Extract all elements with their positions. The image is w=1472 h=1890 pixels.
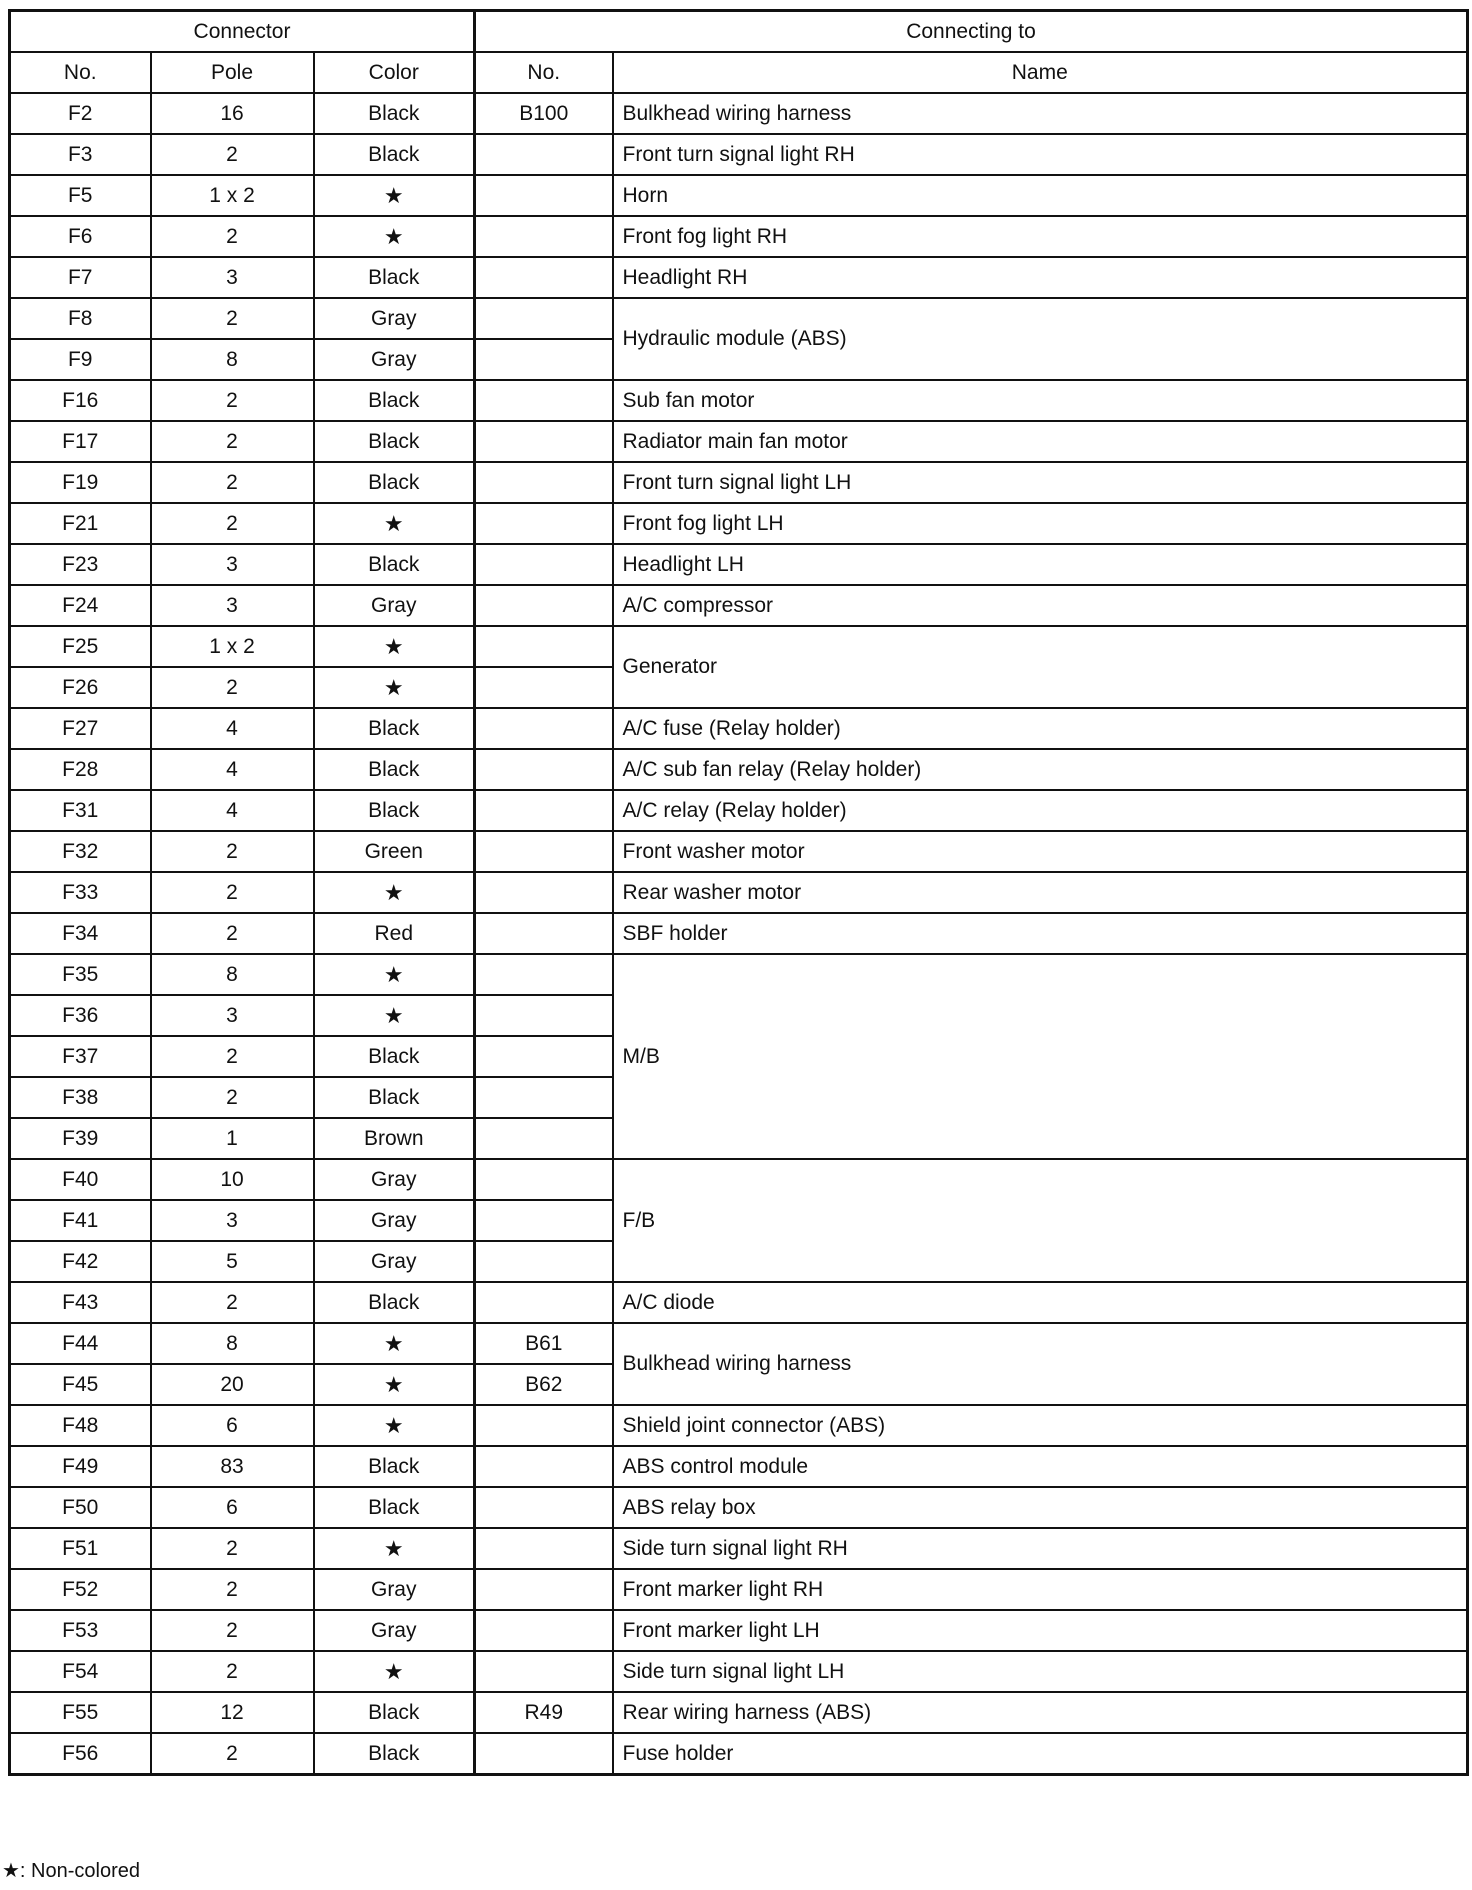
- pole-cell: 6: [151, 1405, 314, 1446]
- connecting-no-cell: [475, 257, 613, 298]
- table-row: [10, 503, 1468, 544]
- footnote: ★: Non-colored: [2, 1860, 140, 1882]
- connecting-no-cell: [475, 1733, 613, 1775]
- connecting-name-cell: A/C compressor: [613, 585, 1468, 626]
- color-cell: Black: [314, 1282, 475, 1323]
- connecting-no-cell: [475, 298, 613, 339]
- connecting-name-cell: Horn: [613, 175, 1468, 216]
- table-row: [10, 257, 1468, 298]
- pole-cell: 6: [151, 1487, 314, 1528]
- table-row: [10, 134, 1468, 175]
- pole-cell: 8: [151, 339, 314, 380]
- color-cell: Black: [314, 93, 475, 134]
- connector-no-cell: F49: [10, 1446, 151, 1487]
- connector-no-cell: F39: [10, 1118, 151, 1159]
- connector-no-cell: F44: [10, 1323, 151, 1364]
- connecting-no-cell: [475, 462, 613, 503]
- col-header-color: Color: [314, 52, 475, 93]
- connecting-name-cell: Front turn signal light RH: [613, 134, 1468, 175]
- pole-cell: 2: [151, 913, 314, 954]
- color-cell: Gray: [314, 339, 475, 380]
- color-cell: Black: [314, 544, 475, 585]
- connecting-no-cell: [475, 954, 613, 995]
- connecting-name-cell: ABS control module: [613, 1446, 1468, 1487]
- color-cell: Black: [314, 462, 475, 503]
- table-row: [10, 1692, 1468, 1733]
- table-row: [10, 1528, 1468, 1569]
- connecting-no-cell: [475, 995, 613, 1036]
- pole-cell: 8: [151, 954, 314, 995]
- pole-cell: 2: [151, 503, 314, 544]
- connecting-no-cell: [475, 1282, 613, 1323]
- pole-cell: 3: [151, 585, 314, 626]
- connecting-no-cell: [475, 831, 613, 872]
- connector-no-cell: F42: [10, 1241, 151, 1282]
- pole-cell: 5: [151, 1241, 314, 1282]
- connecting-name-cell: Headlight RH: [613, 257, 1468, 298]
- pole-cell: 3: [151, 544, 314, 585]
- connector-no-cell: F17: [10, 421, 151, 462]
- color-cell: ★: [314, 216, 475, 257]
- connecting-no-cell: [475, 175, 613, 216]
- color-cell: Green: [314, 831, 475, 872]
- connector-no-cell: F7: [10, 257, 151, 298]
- pole-cell: 2: [151, 462, 314, 503]
- color-cell: Red: [314, 913, 475, 954]
- connecting-no-cell: B61: [475, 1323, 613, 1364]
- connector-no-cell: F40: [10, 1159, 151, 1200]
- color-cell: ★: [314, 1364, 475, 1405]
- color-cell: ★: [314, 1323, 475, 1364]
- connecting-name-cell: Bulkhead wiring harness: [613, 1323, 1468, 1405]
- connector-no-cell: F35: [10, 954, 151, 995]
- color-cell: Black: [314, 790, 475, 831]
- pole-cell: 2: [151, 1733, 314, 1775]
- header-group-row: [10, 11, 1468, 53]
- table-row: [10, 1651, 1468, 1692]
- connecting-name-cell: Front fog light LH: [613, 503, 1468, 544]
- pole-cell: 2: [151, 1528, 314, 1569]
- pole-cell: 2: [151, 216, 314, 257]
- connecting-no-cell: [475, 1077, 613, 1118]
- connector-no-cell: F41: [10, 1200, 151, 1241]
- connecting-name-cell: Bulkhead wiring harness: [613, 93, 1468, 134]
- connecting-name-cell: Generator: [613, 626, 1468, 708]
- connecting-no-cell: [475, 544, 613, 585]
- connector-no-cell: F8: [10, 298, 151, 339]
- pole-cell: 2: [151, 380, 314, 421]
- table-row: [10, 1446, 1468, 1487]
- connector-no-cell: F24: [10, 585, 151, 626]
- color-cell: ★: [314, 1405, 475, 1446]
- table-row: [10, 831, 1468, 872]
- pole-cell: 2: [151, 421, 314, 462]
- connector-no-cell: F48: [10, 1405, 151, 1446]
- connecting-no-cell: [475, 585, 613, 626]
- table-row: [10, 421, 1468, 462]
- table-row: [10, 913, 1468, 954]
- pole-cell: 2: [151, 831, 314, 872]
- connector-group-header: Connector: [10, 11, 475, 53]
- color-cell: Black: [314, 708, 475, 749]
- pole-cell: 1 x 2: [151, 175, 314, 216]
- table-row: [10, 1610, 1468, 1651]
- connector-no-cell: F50: [10, 1487, 151, 1528]
- table-row: [10, 749, 1468, 790]
- connecting-no-cell: [475, 1487, 613, 1528]
- connecting-no-cell: [475, 1241, 613, 1282]
- connecting-name-cell: Front fog light RH: [613, 216, 1468, 257]
- connecting-no-cell: [475, 1405, 613, 1446]
- color-cell: ★: [314, 1651, 475, 1692]
- color-cell: Gray: [314, 298, 475, 339]
- color-cell: Brown: [314, 1118, 475, 1159]
- connecting-no-cell: [475, 1118, 613, 1159]
- pole-cell: 2: [151, 298, 314, 339]
- connector-no-cell: F54: [10, 1651, 151, 1692]
- table-row: [10, 1282, 1468, 1323]
- connecting-name-cell: A/C diode: [613, 1282, 1468, 1323]
- connector-no-cell: F26: [10, 667, 151, 708]
- connecting-no-cell: [475, 872, 613, 913]
- table-row: [10, 175, 1468, 216]
- connector-no-cell: F43: [10, 1282, 151, 1323]
- connector-no-cell: F55: [10, 1692, 151, 1733]
- col-header-to-no: No.: [475, 52, 613, 93]
- connecting-no-cell: R49: [475, 1692, 613, 1733]
- table-row: [10, 462, 1468, 503]
- color-cell: Gray: [314, 1610, 475, 1651]
- table-row: [10, 708, 1468, 749]
- pole-cell: 2: [151, 1077, 314, 1118]
- connector-no-cell: F25: [10, 626, 151, 667]
- connecting-no-cell: [475, 1159, 613, 1200]
- color-cell: ★: [314, 995, 475, 1036]
- pole-cell: 8: [151, 1323, 314, 1364]
- color-cell: ★: [314, 175, 475, 216]
- connecting-name-cell: ABS relay box: [613, 1487, 1468, 1528]
- connecting-name-cell: M/B: [613, 954, 1468, 1159]
- color-cell: Black: [314, 1077, 475, 1118]
- connecting-no-cell: [475, 1569, 613, 1610]
- connecting-no-cell: [475, 1651, 613, 1692]
- table-row: [10, 872, 1468, 913]
- table-header: [10, 11, 1468, 94]
- connecting-name-cell: Side turn signal light RH: [613, 1528, 1468, 1569]
- connecting-name-cell: Sub fan motor: [613, 380, 1468, 421]
- pole-cell: 16: [151, 93, 314, 134]
- table-row: [10, 1159, 1468, 1200]
- connecting-no-cell: [475, 1036, 613, 1077]
- pole-cell: 3: [151, 1200, 314, 1241]
- connector-no-cell: F34: [10, 913, 151, 954]
- connector-no-cell: F36: [10, 995, 151, 1036]
- table-row: [10, 790, 1468, 831]
- table-row: [10, 1487, 1468, 1528]
- table-row: [10, 626, 1468, 667]
- connecting-name-cell: Front washer motor: [613, 831, 1468, 872]
- connecting-no-cell: [475, 216, 613, 257]
- pole-cell: 2: [151, 872, 314, 913]
- pole-cell: 1 x 2: [151, 626, 314, 667]
- connecting-no-cell: [475, 1528, 613, 1569]
- pole-cell: 4: [151, 749, 314, 790]
- pole-cell: 2: [151, 667, 314, 708]
- pole-cell: 2: [151, 1036, 314, 1077]
- color-cell: Gray: [314, 585, 475, 626]
- connector-no-cell: F9: [10, 339, 151, 380]
- connector-no-cell: F56: [10, 1733, 151, 1775]
- connector-table-sheet: [8, 9, 1469, 1776]
- color-cell: Gray: [314, 1241, 475, 1282]
- connecting-name-cell: A/C sub fan relay (Relay holder): [613, 749, 1468, 790]
- pole-cell: 2: [151, 1610, 314, 1651]
- pole-cell: 83: [151, 1446, 314, 1487]
- table-row: [10, 1569, 1468, 1610]
- table-row: [10, 298, 1468, 339]
- color-cell: Black: [314, 257, 475, 298]
- table-row: [10, 93, 1468, 134]
- connecting-name-cell: Radiator main fan motor: [613, 421, 1468, 462]
- connector-no-cell: F51: [10, 1528, 151, 1569]
- col-header-pole: Pole: [151, 52, 314, 93]
- connecting-no-cell: [475, 1446, 613, 1487]
- pole-cell: 4: [151, 708, 314, 749]
- table-row: [10, 216, 1468, 257]
- connecting-no-cell: B62: [475, 1364, 613, 1405]
- color-cell: Black: [314, 1036, 475, 1077]
- connector-no-cell: F6: [10, 216, 151, 257]
- connecting-name-cell: F/B: [613, 1159, 1468, 1282]
- col-header-no: No.: [10, 52, 151, 93]
- connecting-name-cell: Rear washer motor: [613, 872, 1468, 913]
- color-cell: ★: [314, 954, 475, 995]
- table-row: [10, 954, 1468, 995]
- connecting-no-cell: [475, 749, 613, 790]
- connector-no-cell: F31: [10, 790, 151, 831]
- color-cell: Black: [314, 1692, 475, 1733]
- connecting-to-group-header: Connecting to: [475, 11, 1468, 53]
- pole-cell: 2: [151, 1569, 314, 1610]
- connecting-name-cell: Front marker light LH: [613, 1610, 1468, 1651]
- color-cell: Black: [314, 134, 475, 175]
- pole-cell: 3: [151, 257, 314, 298]
- connecting-name-cell: A/C fuse (Relay holder): [613, 708, 1468, 749]
- connecting-no-cell: [475, 667, 613, 708]
- connecting-name-cell: SBF holder: [613, 913, 1468, 954]
- table-row: [10, 1405, 1468, 1446]
- table-body: [10, 93, 1468, 1775]
- connecting-name-cell: Side turn signal light LH: [613, 1651, 1468, 1692]
- connector-no-cell: F37: [10, 1036, 151, 1077]
- color-cell: ★: [314, 1528, 475, 1569]
- connecting-no-cell: [475, 1610, 613, 1651]
- connector-no-cell: F21: [10, 503, 151, 544]
- table-row: [10, 544, 1468, 585]
- color-cell: ★: [314, 626, 475, 667]
- pole-cell: 10: [151, 1159, 314, 1200]
- connecting-name-cell: Rear wiring harness (ABS): [613, 1692, 1468, 1733]
- connecting-no-cell: [475, 913, 613, 954]
- connector-no-cell: F3: [10, 134, 151, 175]
- table-row: [10, 1733, 1468, 1775]
- connector-table: [8, 9, 1469, 1776]
- pole-cell: 3: [151, 995, 314, 1036]
- connecting-name-cell: A/C relay (Relay holder): [613, 790, 1468, 831]
- connector-no-cell: F27: [10, 708, 151, 749]
- table-row: [10, 585, 1468, 626]
- connector-no-cell: F52: [10, 1569, 151, 1610]
- connector-no-cell: F33: [10, 872, 151, 913]
- connecting-no-cell: [475, 339, 613, 380]
- connector-no-cell: F19: [10, 462, 151, 503]
- color-cell: Black: [314, 749, 475, 790]
- connecting-no-cell: [475, 421, 613, 462]
- color-cell: Gray: [314, 1159, 475, 1200]
- color-cell: Gray: [314, 1200, 475, 1241]
- table-row: [10, 1323, 1468, 1364]
- pole-cell: 4: [151, 790, 314, 831]
- connecting-no-cell: [475, 134, 613, 175]
- header-column-row: [10, 52, 1468, 93]
- pole-cell: 1: [151, 1118, 314, 1159]
- connecting-no-cell: [475, 626, 613, 667]
- connector-no-cell: F32: [10, 831, 151, 872]
- connector-no-cell: F28: [10, 749, 151, 790]
- connecting-name-cell: Shield joint connector (ABS): [613, 1405, 1468, 1446]
- color-cell: Black: [314, 1733, 475, 1775]
- color-cell: Black: [314, 1446, 475, 1487]
- connector-no-cell: F53: [10, 1610, 151, 1651]
- connecting-no-cell: [475, 503, 613, 544]
- connecting-no-cell: [475, 708, 613, 749]
- pole-cell: 2: [151, 1651, 314, 1692]
- color-cell: ★: [314, 667, 475, 708]
- connector-no-cell: F23: [10, 544, 151, 585]
- connector-no-cell: F5: [10, 175, 151, 216]
- pole-cell: 2: [151, 134, 314, 175]
- color-cell: Black: [314, 1487, 475, 1528]
- table-row: [10, 380, 1468, 421]
- pole-cell: 2: [151, 1282, 314, 1323]
- connector-no-cell: F45: [10, 1364, 151, 1405]
- color-cell: Black: [314, 421, 475, 462]
- connecting-no-cell: B100: [475, 93, 613, 134]
- connecting-name-cell: Fuse holder: [613, 1733, 1468, 1775]
- connecting-no-cell: [475, 1200, 613, 1241]
- color-cell: Black: [314, 380, 475, 421]
- color-cell: ★: [314, 872, 475, 913]
- connecting-name-cell: Front turn signal light LH: [613, 462, 1468, 503]
- connecting-no-cell: [475, 790, 613, 831]
- col-header-name: Name: [613, 52, 1468, 93]
- pole-cell: 20: [151, 1364, 314, 1405]
- connecting-no-cell: [475, 380, 613, 421]
- color-cell: Gray: [314, 1569, 475, 1610]
- connecting-name-cell: Hydraulic module (ABS): [613, 298, 1468, 380]
- connector-no-cell: F16: [10, 380, 151, 421]
- connecting-name-cell: Front marker light RH: [613, 1569, 1468, 1610]
- connecting-name-cell: Headlight LH: [613, 544, 1468, 585]
- pole-cell: 12: [151, 1692, 314, 1733]
- connector-no-cell: F2: [10, 93, 151, 134]
- connector-no-cell: F38: [10, 1077, 151, 1118]
- color-cell: ★: [314, 503, 475, 544]
